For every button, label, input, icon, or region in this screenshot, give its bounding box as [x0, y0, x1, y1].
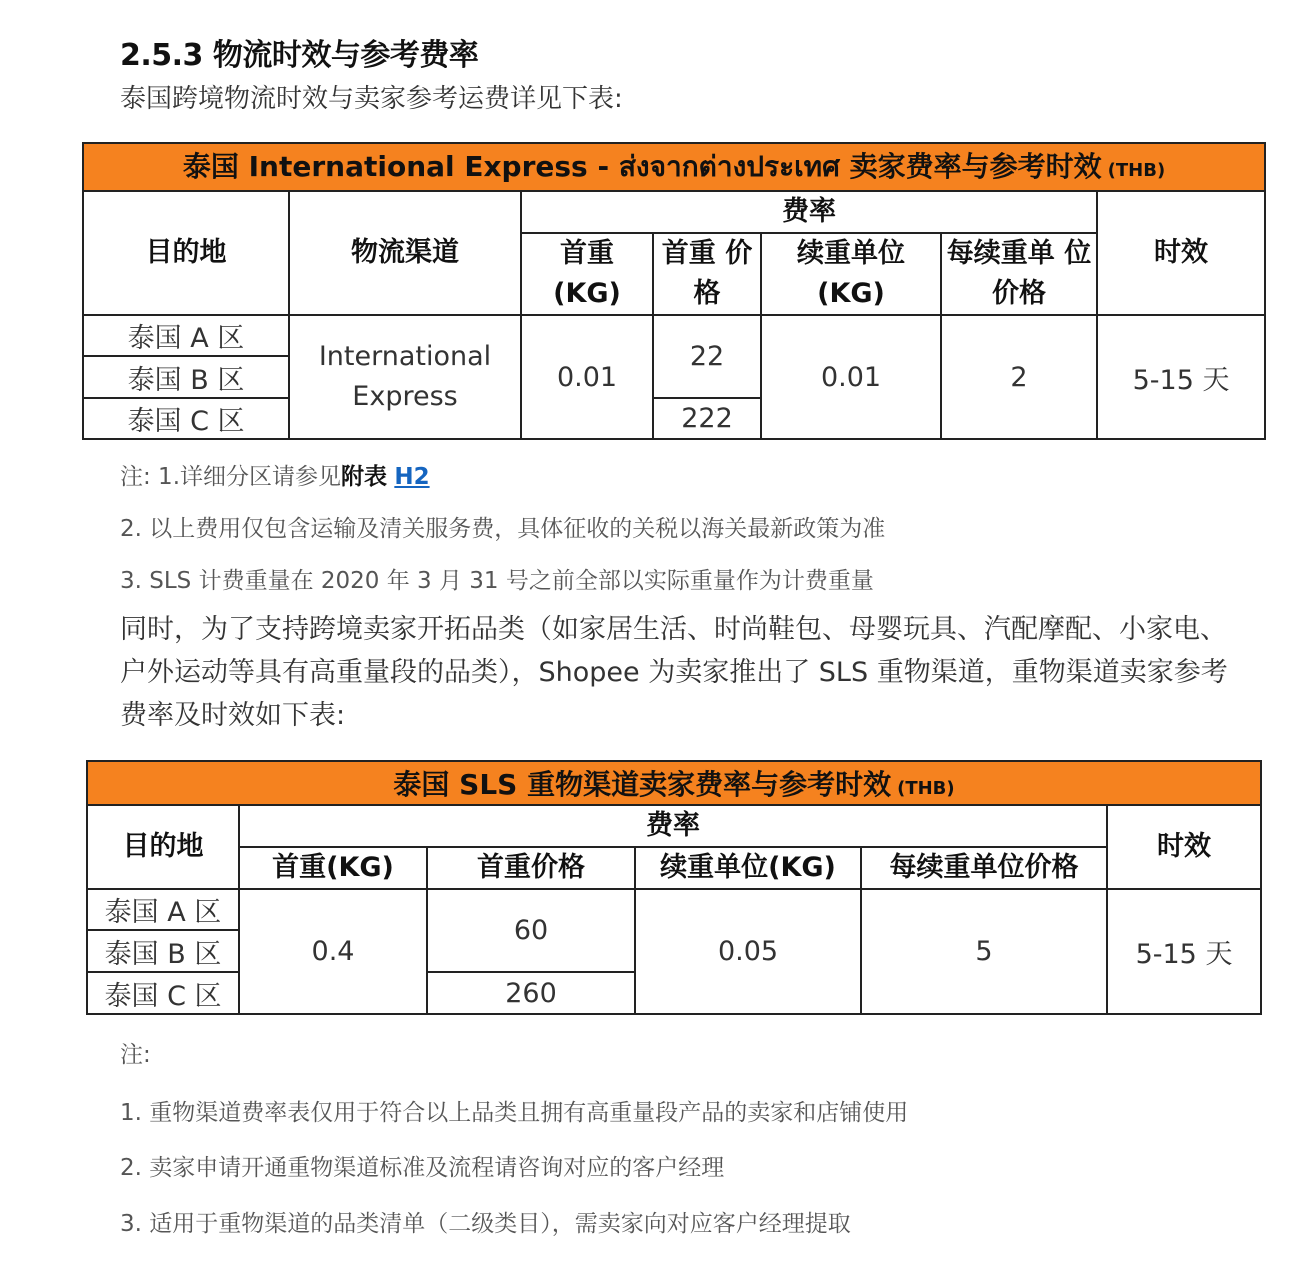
- table-title: 泰国 International Express - ส่งจากต่างประเทศ 卖家费率与参考时效 (THB): [83, 143, 1265, 191]
- time-value: 5-15 天: [1107, 889, 1261, 1014]
- notes2-item-2: 2. 卖家申请开通重物渠道标准及流程请咨询对应的客户经理: [120, 1155, 725, 1181]
- row-dest-c: 泰国 C 区: [83, 398, 289, 439]
- header-first-price: 首重价格: [427, 847, 635, 889]
- row-dest-b: 泰国 B 区: [87, 930, 239, 972]
- note-3: 3. SLS 计费重量在 2020 年 3 月 31 号之前全部以实际重量作为计费重量: [120, 568, 874, 594]
- notes2-label: 注:: [120, 1042, 151, 1068]
- note-1: 注: 1.详细分区请参见附表 H2: [120, 464, 430, 490]
- header-cont-price: 每续重单 位价格: [941, 233, 1097, 315]
- row-dest-c: 泰国 C 区: [87, 972, 239, 1014]
- header-first-weight: 首重(KG): [239, 847, 427, 889]
- section-heading: 2.5.3 物流时效与参考费率: [120, 38, 479, 73]
- cont-price-value: 2: [941, 315, 1097, 439]
- first-price-ab: 22: [653, 315, 761, 398]
- header-rate: 费率: [239, 805, 1107, 847]
- header-channel: 物流渠道: [289, 191, 521, 315]
- international-express-rate-table: [82, 142, 1266, 440]
- header-cont-unit: 续重单位 (KG): [761, 233, 941, 315]
- row-dest-b: 泰国 B 区: [83, 356, 289, 398]
- header-destination: 目的地: [87, 805, 239, 889]
- header-cont-price: 每续重单位价格: [861, 847, 1107, 889]
- first-price-c: 260: [427, 972, 635, 1014]
- header-cont-unit: 续重单位(KG): [635, 847, 861, 889]
- header-first-price: 首重 价格: [653, 233, 761, 315]
- first-weight-value: 0.4: [239, 889, 427, 1014]
- first-price-ab: 60: [427, 889, 635, 972]
- header-time: 时效: [1107, 805, 1261, 889]
- channel-value: International Express: [289, 315, 521, 439]
- cont-price-value: 5: [861, 889, 1107, 1014]
- table-title: 泰国 SLS 重物渠道卖家费率与参考时效 (THB): [87, 761, 1261, 805]
- notes2-item-1: 1. 重物渠道费率表仅用于符合以上品类且拥有高重量段产品的卖家和店铺使用: [120, 1100, 909, 1126]
- body-paragraph: 同时，为了支持跨境卖家开拓品类（如家居生活、时尚鞋包、母婴玩具、汽配摩配、小家电、户外运动等具有高重量段的品类），Shopee 为卖家推出了 SLS 重物渠道，重物渠道卖家参考费率及时效如下表:: [120, 614, 1228, 731]
- header-rate: 费率: [521, 191, 1097, 233]
- notes2-item-3: 3. 适用于重物渠道的品类清单（二级类目），需卖家向对应客户经理提取: [120, 1211, 851, 1237]
- appendix-h2-link[interactable]: H2: [394, 464, 430, 490]
- header-time: 时效: [1097, 191, 1265, 315]
- first-price-c: 222: [653, 398, 761, 439]
- cont-unit-value: 0.01: [761, 315, 941, 439]
- time-value: 5-15 天: [1097, 315, 1265, 439]
- cont-unit-value: 0.05: [635, 889, 861, 1014]
- section-intro: 泰国跨境物流时效与卖家参考运费详见下表:: [120, 84, 623, 114]
- header-first-weight: 首重 (KG): [521, 233, 653, 315]
- row-dest-a: 泰国 A 区: [83, 315, 289, 356]
- note-2: 2. 以上费用仅包含运输及清关服务费，具体征收的关税以海关最新政策为准: [120, 516, 886, 542]
- header-destination: 目的地: [83, 191, 289, 315]
- sls-heavy-rate-table: [86, 760, 1262, 1015]
- row-dest-a: 泰国 A 区: [87, 889, 239, 930]
- first-weight-value: 0.01: [521, 315, 653, 439]
